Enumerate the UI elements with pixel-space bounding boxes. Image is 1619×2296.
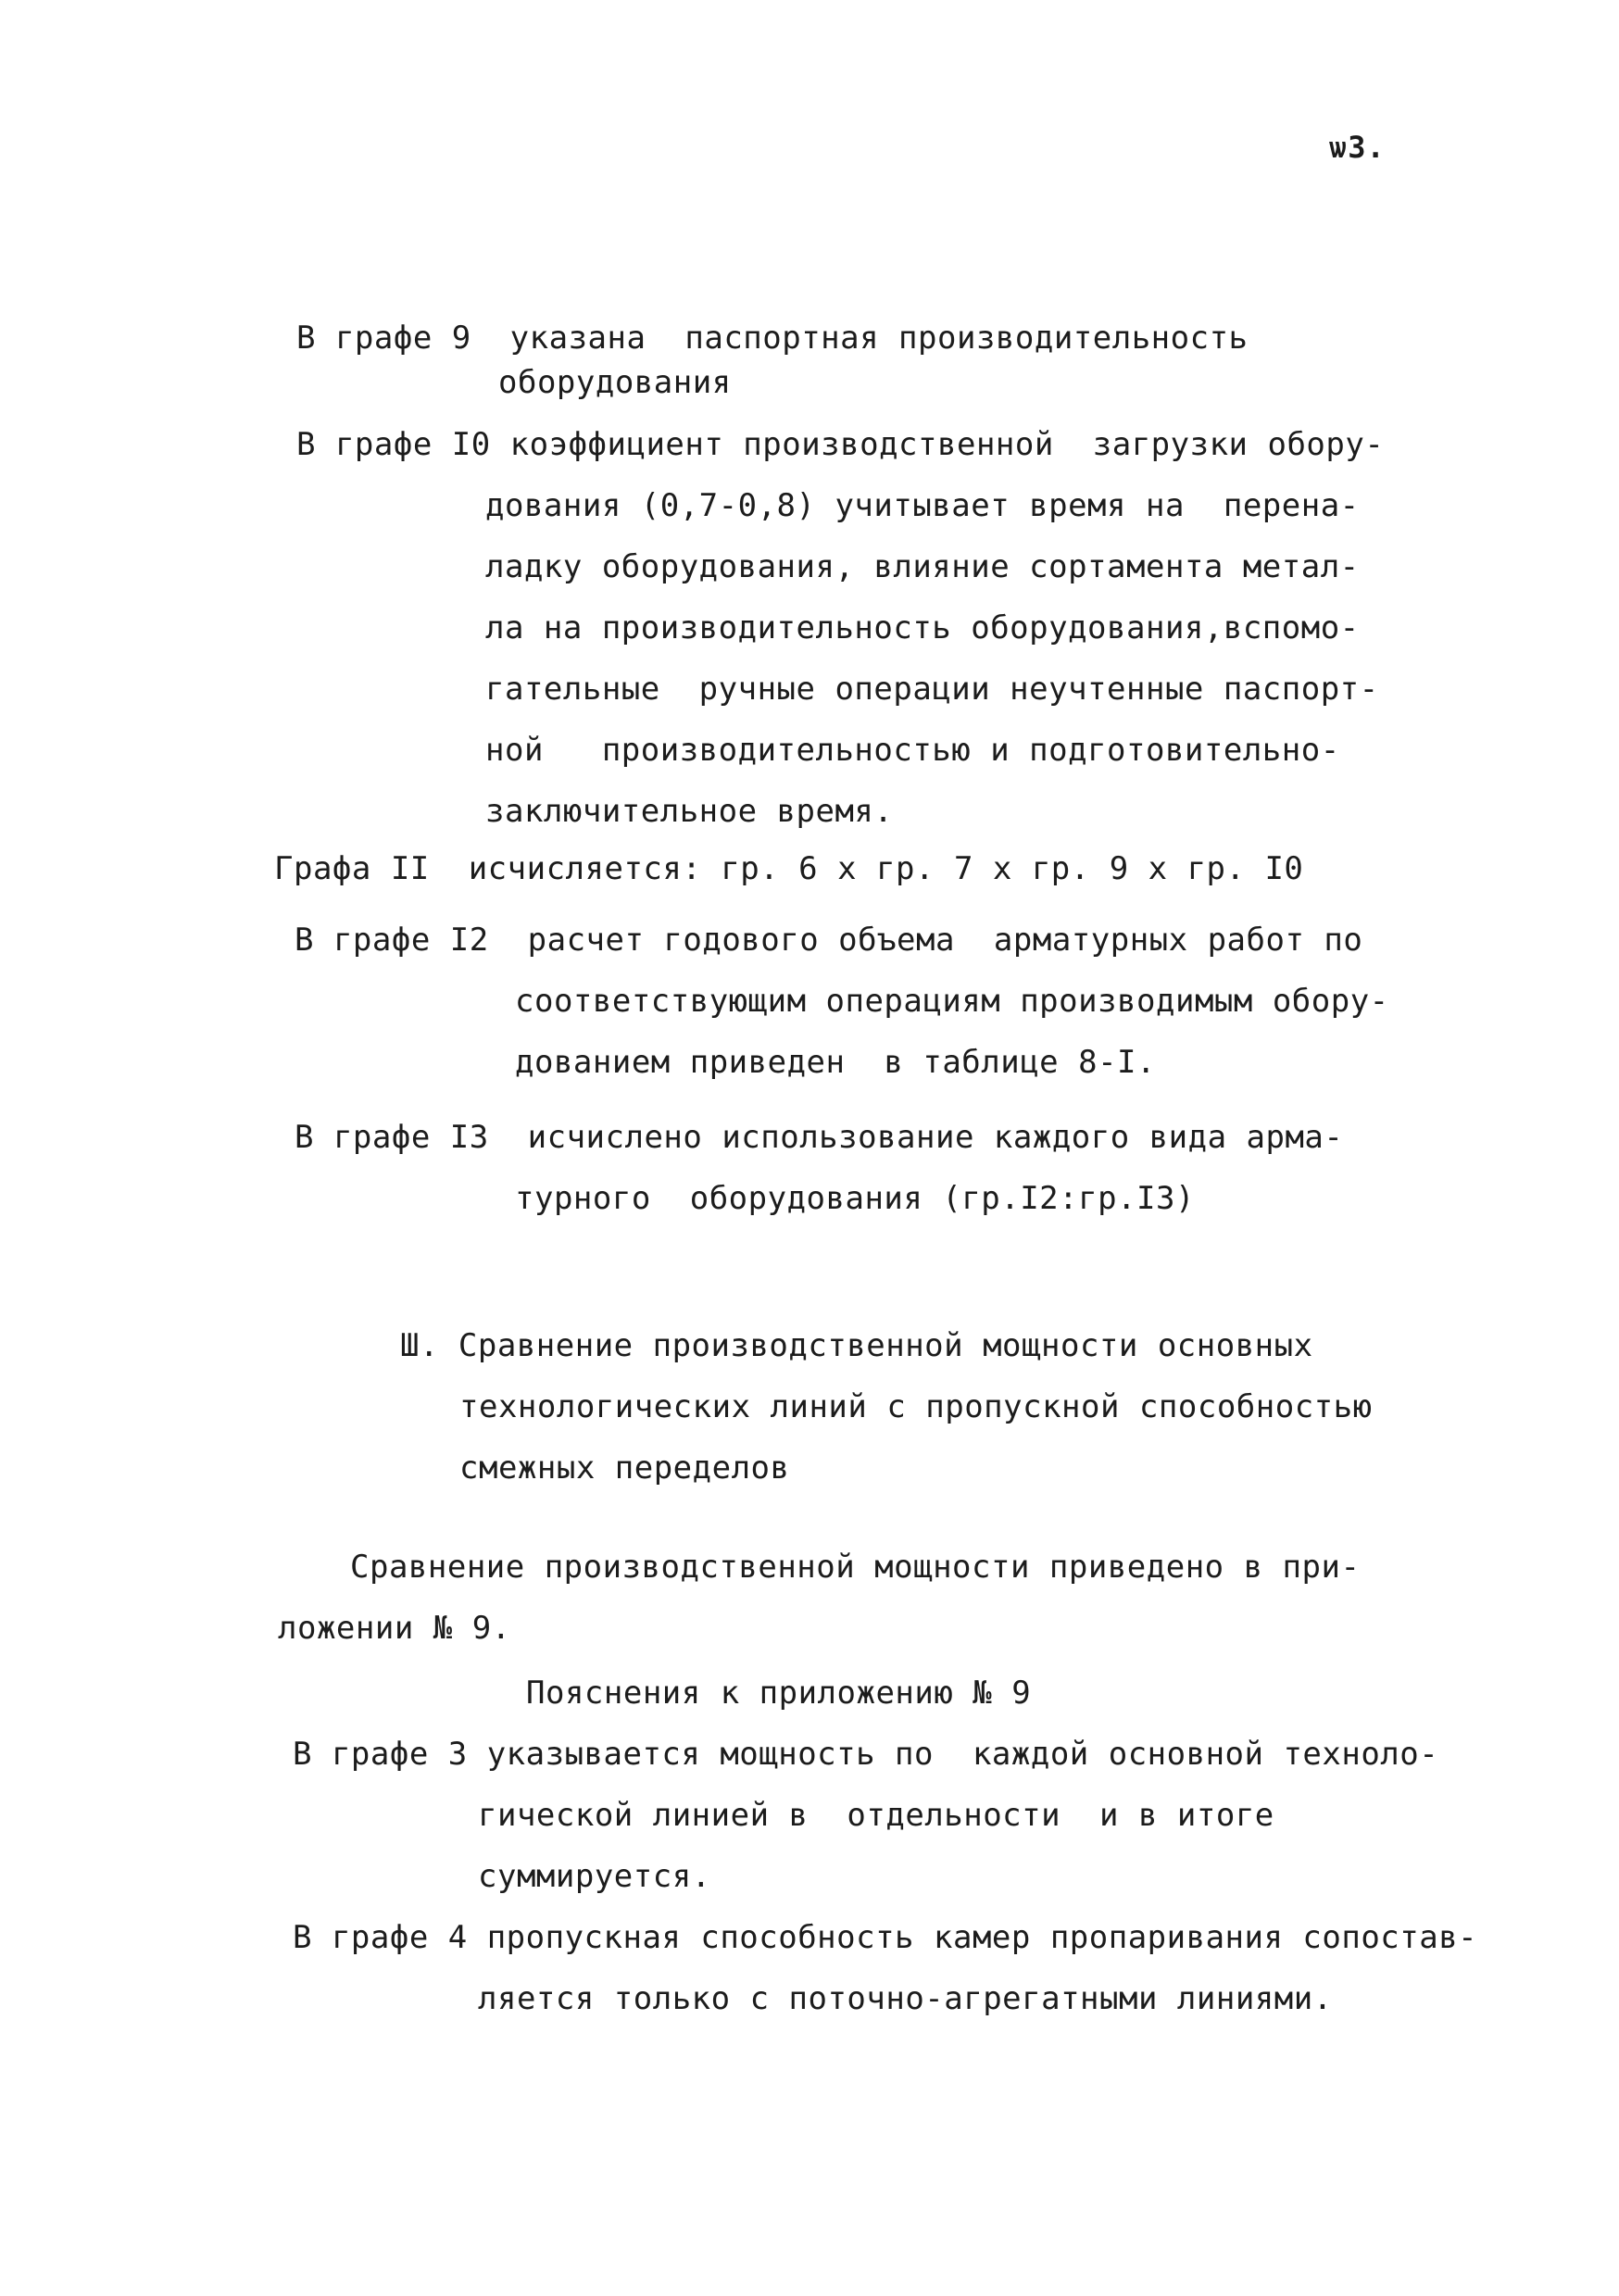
- col10-line-3: ладку оборудования, влияние сортамента метал-: [485, 548, 1360, 585]
- col10-line-7: заключительное время.: [485, 793, 894, 830]
- appendix-title: Пояснения к приложению № 9: [526, 1675, 1032, 1712]
- heading3-line-3: смежных переделов: [459, 1449, 790, 1487]
- heading3-line-2: технологических линий с пропускной способностью: [459, 1388, 1373, 1425]
- app-col4-line-1: В графе 4 пропускная способность камер пропаривания сопостав-: [293, 1919, 1478, 1956]
- app-col3-line-3: суммируется.: [478, 1858, 711, 1895]
- col13-line-2: турного оборудования (гр.I2:гр.I3): [515, 1180, 1195, 1217]
- col10-line-5: гательные ручные операции неучтенные паспорт-: [485, 671, 1379, 708]
- col12-line-3: дованием приведен в таблице 8-I.: [515, 1044, 1157, 1081]
- col12-line-1: В графе I2 расчет годового объема арматурных работ по: [295, 922, 1363, 959]
- col13-line-1: В графе I3 исчислено использование каждого вида арма-: [295, 1119, 1344, 1156]
- col12-line-2: соответствующим операциям производимым обору-: [515, 983, 1389, 1020]
- heading3-line-1: Ш. Сравнение производственной мощности основных: [400, 1327, 1313, 1364]
- col10-line-2: дования (0,7-0,8) учитывает время на перена-: [485, 487, 1360, 524]
- app-col3-line-2: гической линией в отдельности и в итоге: [478, 1797, 1274, 1834]
- col10-line-4: ла на производительность оборудования,вспомо-: [485, 609, 1360, 646]
- app-col3-line-1: В графе 3 указывается мощность по каждой основной техноло-: [293, 1736, 1439, 1773]
- comparison-line-1: Сравнение производственной мощности приведено в при-: [350, 1549, 1361, 1586]
- page-number: ѡ3.: [1329, 130, 1386, 165]
- col9-line-2: оборудования: [498, 364, 732, 401]
- col11-line-1: Графа II исчисляется: гр. 6 х гр. 7 х гр. 9 х гр. I0: [274, 850, 1304, 887]
- col10-line-1: В графе I0 коэффициент производственной загрузки обору-: [296, 426, 1385, 463]
- col9-line-1: В графе 9 указана паспортная производительность: [296, 320, 1249, 357]
- comparison-line-2: ложении № 9.: [278, 1610, 511, 1647]
- app-col4-line-2: ляется только с поточно-агрегатными линиями.: [478, 1980, 1333, 2017]
- col10-line-6: ной производительностью и подготовительно-: [485, 732, 1340, 769]
